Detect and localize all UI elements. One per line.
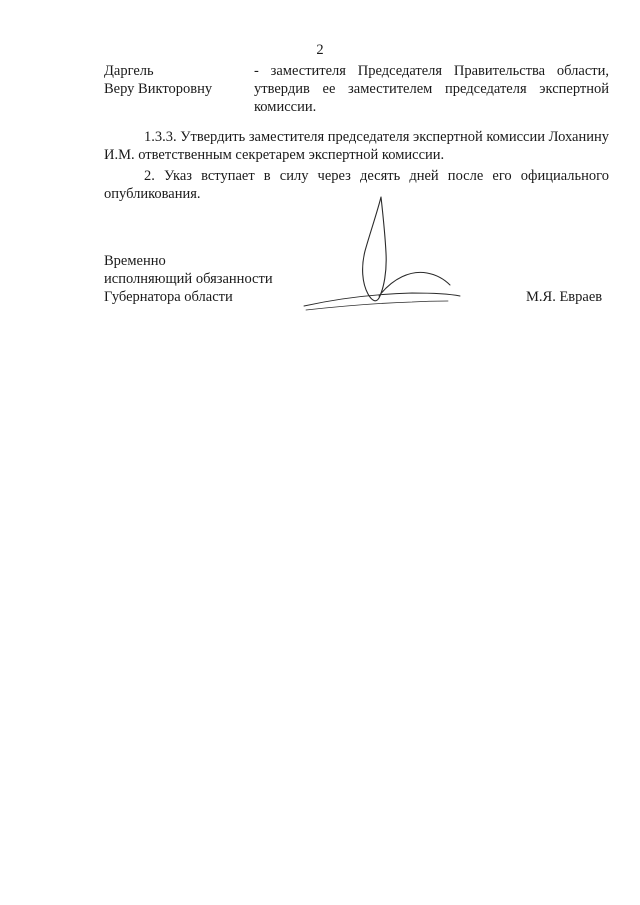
signatory-title-line-3: Губернатора области	[104, 289, 233, 305]
paragraph-2: 2. Указ вступает в силу через десять дней после его официального опубликования.	[104, 168, 609, 202]
appointee-name	[104, 62, 254, 116]
signer-name: М.Я. Евраев	[526, 289, 603, 305]
signatory-title	[104, 252, 273, 306]
signature-stroke-sweep	[304, 293, 460, 306]
signature-stroke-tail	[379, 272, 450, 296]
appointment-entry	[104, 62, 609, 116]
signature-stroke-underline	[306, 301, 448, 310]
appointee-given-names: Веру Викторовну	[104, 81, 213, 97]
handwritten-signature	[300, 195, 480, 320]
paragraph-1-3-3: 1.3.3. Утвердить заместителя председателя экспертной комиссии Лоханину И.М. ответственным секретарем экспертной комиссии.	[104, 129, 609, 163]
signature-stroke-loop	[363, 197, 387, 301]
appointee-surname: Даргель	[104, 63, 154, 79]
page-number: 2	[316, 42, 324, 58]
signatory-title-line-1: Временно	[104, 253, 166, 269]
appointee-role: - заместителя Председателя Правительства области, утвердив ее заместителем председателя экспертной комиссии.	[254, 63, 609, 115]
signatory-title-line-2: исполняющий обязанности	[104, 271, 273, 287]
